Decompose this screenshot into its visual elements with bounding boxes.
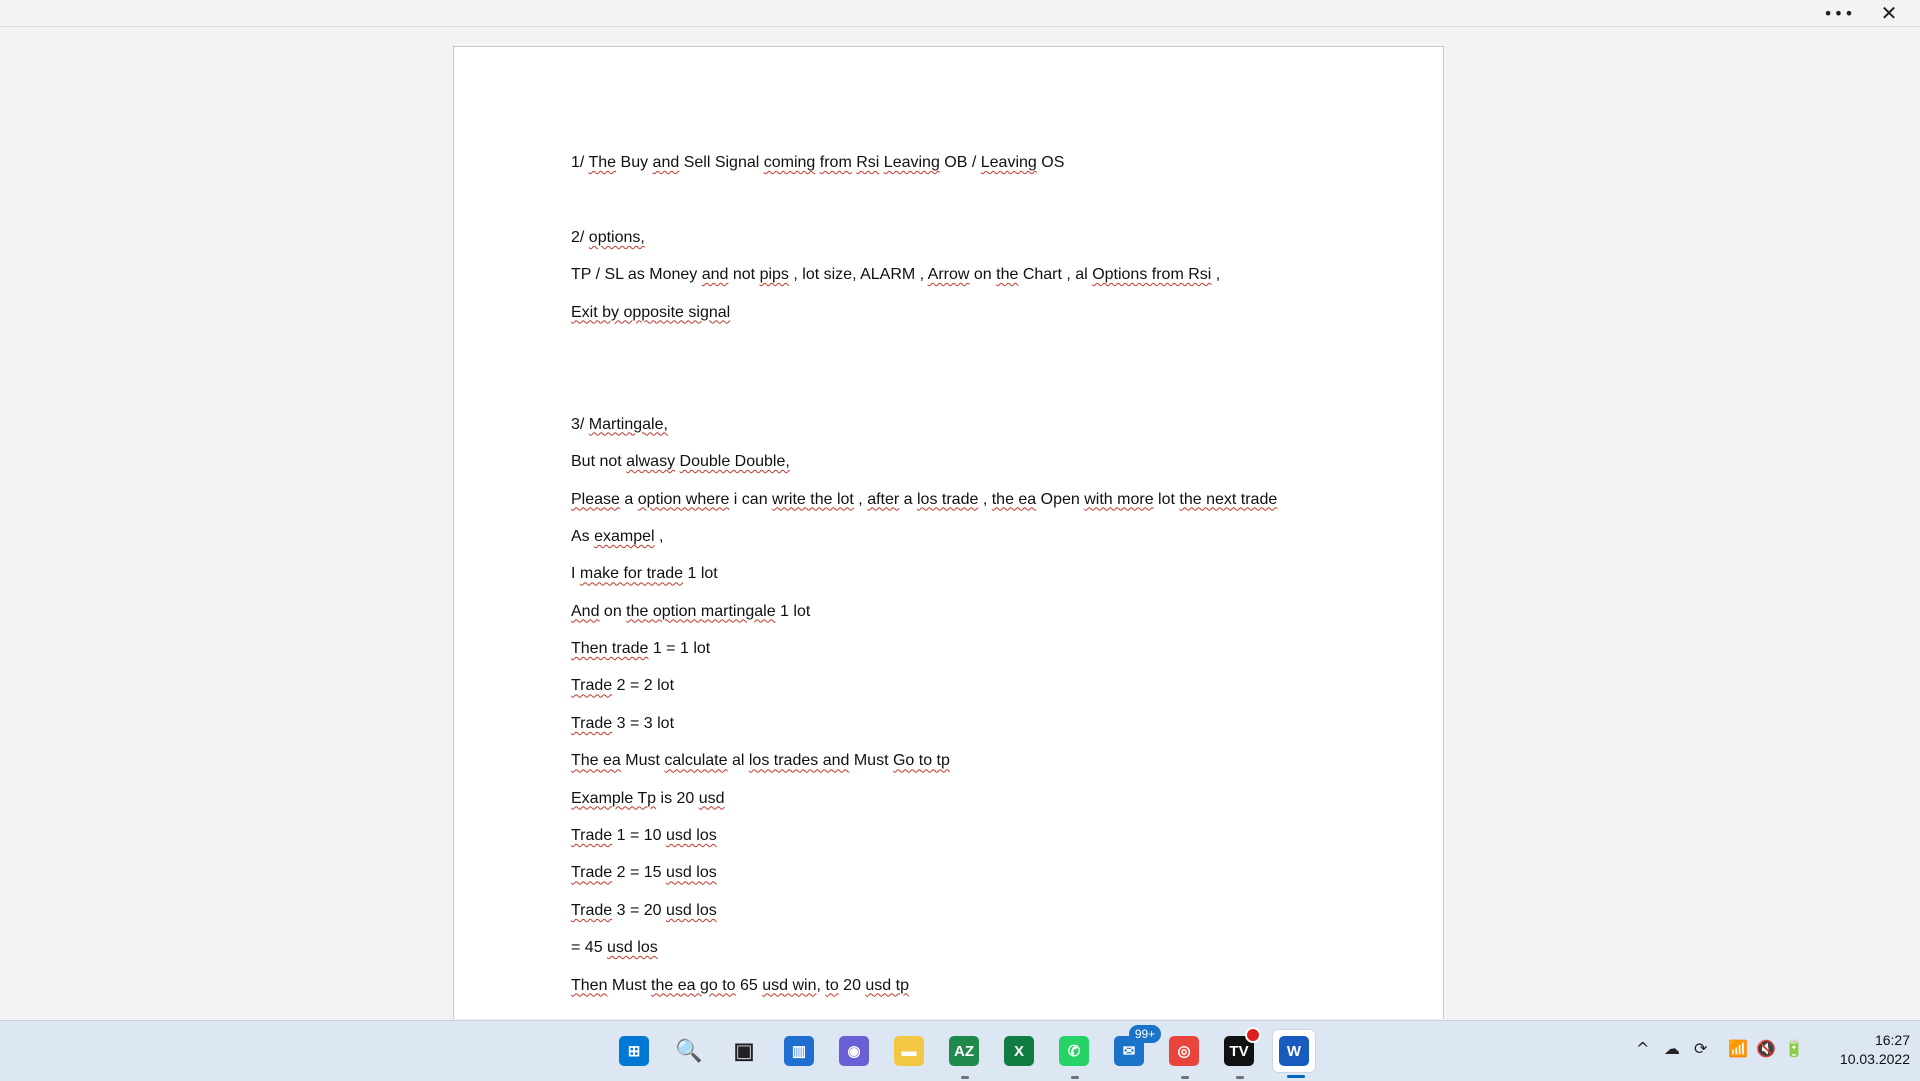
chrome-icon bbox=[1169, 1036, 1199, 1066]
spellcheck-word: Trade bbox=[571, 901, 613, 919]
spellcheck-word: pips bbox=[759, 266, 789, 284]
file-explorer-icon bbox=[894, 1036, 924, 1066]
text-run: on bbox=[969, 266, 997, 284]
whatsapp-taskbar-button[interactable] bbox=[1052, 1029, 1096, 1073]
spellcheck-word: Arrow bbox=[927, 266, 970, 284]
spellcheck-word: Leaving bbox=[883, 154, 940, 171]
document-line bbox=[571, 452, 1391, 489]
spellcheck-word: the ea go to bbox=[651, 976, 736, 994]
text-run: 3 = 3 lot bbox=[612, 714, 675, 732]
spellcheck-word: exampel bbox=[594, 527, 655, 545]
text-run: , bbox=[978, 490, 992, 508]
text-run: TP / SL as Money bbox=[571, 266, 702, 284]
document-line bbox=[571, 639, 1391, 676]
spellcheck-word: Trade bbox=[571, 714, 613, 732]
spellcheck-word: Go to tp bbox=[892, 752, 950, 770]
alert-dot bbox=[1245, 1027, 1261, 1043]
spellcheck-word: alwasy bbox=[626, 453, 676, 471]
search-icon bbox=[674, 1036, 704, 1066]
document-line bbox=[571, 789, 1391, 826]
document-line bbox=[571, 751, 1391, 788]
excel-icon bbox=[1004, 1036, 1034, 1066]
spellcheck-word: option where bbox=[637, 490, 730, 508]
document-line bbox=[571, 303, 1391, 340]
spellcheck-word: Martingale, bbox=[588, 415, 668, 433]
clock-date: 10.03.2022 bbox=[1839, 1051, 1910, 1067]
running-indicator bbox=[1071, 1076, 1079, 1079]
text-run: Chart , al bbox=[1018, 266, 1093, 284]
spellcheck-word: and bbox=[701, 266, 729, 284]
icon-glyph: ✉ bbox=[1122, 1043, 1136, 1060]
whatsapp-icon bbox=[1059, 1036, 1089, 1066]
close-icon: ✕ bbox=[1880, 1, 1898, 25]
spellcheck-word: los trade bbox=[917, 490, 979, 508]
spellcheck-word: with more bbox=[1084, 490, 1154, 508]
text-run: Sell Signal bbox=[679, 154, 764, 171]
text-run: , bbox=[1211, 266, 1221, 284]
text-run: Must bbox=[620, 752, 665, 770]
document-line bbox=[571, 265, 1391, 302]
text-run: , bbox=[853, 490, 868, 508]
text-run: 1 = 10 bbox=[612, 827, 667, 845]
icon-glyph: ⊞ bbox=[627, 1043, 641, 1060]
text-run: 1/ bbox=[571, 154, 589, 171]
text-run: 2 = 15 bbox=[612, 864, 667, 882]
document-line bbox=[571, 676, 1391, 713]
document-line bbox=[571, 976, 1391, 1013]
spellcheck-word: usd tp bbox=[865, 976, 909, 994]
icon-glyph: ✆ bbox=[1067, 1043, 1081, 1060]
spellcheck-word: The bbox=[588, 154, 617, 171]
running-indicator bbox=[1236, 1076, 1244, 1079]
document-line bbox=[571, 714, 1391, 751]
text-run: a bbox=[899, 490, 917, 508]
document-line bbox=[571, 153, 1391, 190]
chat-taskbar-button[interactable] bbox=[832, 1029, 876, 1073]
spellcheck-word: Options from Rsi bbox=[1092, 266, 1212, 284]
spellcheck-word: the next trade bbox=[1179, 490, 1278, 508]
text-run: 3/ bbox=[571, 415, 589, 433]
notification-badge: 99+ bbox=[1129, 1025, 1161, 1043]
document-line bbox=[571, 826, 1391, 863]
document-body[interactable] bbox=[571, 153, 1391, 1013]
icon-glyph: ▣ bbox=[733, 1038, 755, 1063]
icon-glyph: ▥ bbox=[791, 1043, 807, 1060]
spellcheck-word: and bbox=[652, 154, 680, 171]
blank-line bbox=[571, 377, 1391, 414]
az-app-taskbar-button[interactable] bbox=[942, 1029, 986, 1073]
text-run: on bbox=[599, 602, 627, 620]
spellcheck-word: Double Double, bbox=[679, 453, 790, 471]
running-indicator bbox=[1181, 1076, 1189, 1079]
start-icon bbox=[619, 1036, 649, 1066]
start-taskbar-button[interactable] bbox=[612, 1029, 656, 1073]
spellcheck-word: usd los bbox=[666, 827, 717, 845]
text-run: 1 lot bbox=[775, 602, 811, 620]
spellcheck-word: Rsi bbox=[856, 154, 880, 171]
text-run: , bbox=[654, 527, 664, 545]
spellcheck-word: coming bbox=[763, 154, 816, 171]
text-run: not bbox=[728, 266, 760, 284]
running-indicator bbox=[1287, 1075, 1305, 1078]
spellcheck-word: write the lot bbox=[772, 490, 854, 508]
spellcheck-word: los trades and bbox=[748, 752, 850, 770]
spellcheck-word: Please bbox=[571, 490, 620, 508]
document-line bbox=[571, 602, 1391, 639]
spellcheck-word: And bbox=[571, 602, 600, 620]
document-line bbox=[571, 415, 1391, 452]
title-bar bbox=[0, 0, 1920, 27]
sync-icon[interactable]: ⟳ bbox=[1694, 1039, 1708, 1058]
spellcheck-word: Trade bbox=[571, 677, 613, 695]
spellcheck-word: after bbox=[867, 490, 900, 508]
spellcheck-word: usd los bbox=[666, 864, 717, 882]
volume-muted-icon[interactable]: 🔇 bbox=[1756, 1039, 1776, 1058]
text-run: lot bbox=[1153, 490, 1180, 508]
spellcheck-word: calculate bbox=[664, 752, 728, 770]
text-run: But not bbox=[571, 453, 627, 471]
icon-glyph: AZ bbox=[954, 1042, 974, 1060]
blank-line bbox=[571, 340, 1391, 377]
spellcheck-word: the bbox=[996, 266, 1019, 284]
spellcheck-word: from bbox=[819, 154, 852, 171]
text-run: Must bbox=[849, 752, 893, 770]
chrome-taskbar-button[interactable] bbox=[1162, 1029, 1206, 1073]
icon-glyph: ▬ bbox=[901, 1042, 917, 1060]
spellcheck-word: Leaving bbox=[980, 154, 1037, 171]
text-run: 65 bbox=[735, 976, 763, 994]
mail-taskbar-button[interactable] bbox=[1107, 1027, 1156, 1073]
document-line bbox=[571, 527, 1391, 564]
spellcheck-word: options, bbox=[588, 228, 645, 246]
spellcheck-word: usd los bbox=[607, 939, 658, 957]
text-run: 3 = 20 bbox=[612, 901, 667, 919]
excel-taskbar-button[interactable] bbox=[997, 1029, 1041, 1073]
text-run: a bbox=[619, 490, 638, 508]
spellcheck-word: the ea bbox=[991, 490, 1037, 508]
wifi-icon[interactable]: 📶 bbox=[1728, 1039, 1748, 1058]
spellcheck-word: Trade bbox=[571, 864, 613, 882]
more-icon: ••• bbox=[1823, 3, 1855, 23]
task-view-icon bbox=[729, 1036, 759, 1066]
text-run: , bbox=[816, 976, 826, 994]
text-run: As bbox=[571, 527, 595, 545]
chat-icon bbox=[839, 1036, 869, 1066]
icon-glyph: 🔍 bbox=[675, 1038, 703, 1063]
text-run: Must bbox=[607, 976, 652, 994]
icon-glyph: X bbox=[1013, 1042, 1024, 1060]
text-run: Buy bbox=[616, 154, 653, 171]
spellcheck-word: Trade bbox=[571, 827, 613, 845]
text-run: = 45 bbox=[571, 939, 608, 957]
blank-line bbox=[571, 190, 1391, 227]
text-run: 2 = 2 lot bbox=[612, 677, 675, 695]
text-run: 1 = 1 lot bbox=[648, 640, 711, 658]
clock-time: 16:27 bbox=[1874, 1032, 1910, 1048]
document-line bbox=[571, 938, 1391, 975]
text-run: is 20 bbox=[656, 789, 699, 807]
spellcheck-word: Then trade bbox=[571, 640, 649, 658]
search-taskbar-button[interactable] bbox=[667, 1029, 711, 1073]
spellcheck-word: usd win bbox=[762, 976, 817, 994]
text-run: 1 lot bbox=[683, 565, 718, 583]
icon-glyph: W bbox=[1286, 1042, 1302, 1060]
icon-glyph: TV bbox=[1229, 1042, 1249, 1060]
close-button[interactable] bbox=[1866, 0, 1912, 26]
spellcheck-word: the option martingale bbox=[626, 602, 776, 620]
document-line bbox=[571, 564, 1391, 601]
spellcheck-word: usd bbox=[698, 789, 725, 807]
word-taskbar-button[interactable] bbox=[1272, 1029, 1316, 1073]
clock[interactable] bbox=[1820, 1031, 1910, 1069]
spellcheck-word: to bbox=[825, 976, 839, 994]
widgets-taskbar-button[interactable] bbox=[777, 1029, 821, 1073]
onedrive-icon[interactable]: ☁ bbox=[1664, 1039, 1680, 1058]
spellcheck-word: make for trade bbox=[579, 565, 684, 583]
text-run: Open bbox=[1036, 490, 1085, 508]
document-viewport[interactable] bbox=[0, 27, 1920, 1019]
spellcheck-word: The ea bbox=[571, 752, 621, 770]
document-line bbox=[571, 228, 1391, 265]
document-line bbox=[571, 863, 1391, 900]
az-app-icon bbox=[949, 1036, 979, 1066]
text-run: , lot size, ALARM , bbox=[788, 266, 928, 284]
document-line bbox=[571, 490, 1391, 527]
task-view-taskbar-button[interactable] bbox=[722, 1029, 766, 1073]
file-explorer-taskbar-button[interactable] bbox=[887, 1029, 931, 1073]
taskbar bbox=[0, 1020, 1920, 1081]
text-run: OB / bbox=[939, 154, 981, 171]
tradingview-taskbar-button[interactable] bbox=[1217, 1029, 1261, 1073]
show-hidden-icons-icon[interactable]: ^ bbox=[1636, 1039, 1650, 1058]
document-line bbox=[571, 901, 1391, 938]
text-run: 20 bbox=[838, 976, 866, 994]
text-run: i can bbox=[729, 490, 773, 508]
text-run: I bbox=[571, 565, 580, 583]
icon-glyph: ◉ bbox=[847, 1043, 861, 1060]
spellcheck-word: Example Tp bbox=[571, 789, 657, 807]
text-run: al bbox=[727, 752, 749, 770]
spellcheck-word: Exit by opposite signal bbox=[571, 303, 731, 321]
running-indicator bbox=[961, 1076, 969, 1079]
document-page[interactable] bbox=[453, 46, 1444, 1019]
text-run: OS bbox=[1036, 154, 1065, 171]
spellcheck-word: Then bbox=[571, 976, 608, 994]
more-options-button[interactable] bbox=[1816, 0, 1862, 26]
battery-icon[interactable]: 🔋 bbox=[1784, 1039, 1804, 1058]
word-icon bbox=[1279, 1036, 1309, 1066]
text-run: 2/ bbox=[571, 228, 589, 246]
widgets-icon bbox=[784, 1036, 814, 1066]
spellcheck-word: usd los bbox=[666, 901, 717, 919]
icon-glyph: ◎ bbox=[1177, 1043, 1191, 1060]
